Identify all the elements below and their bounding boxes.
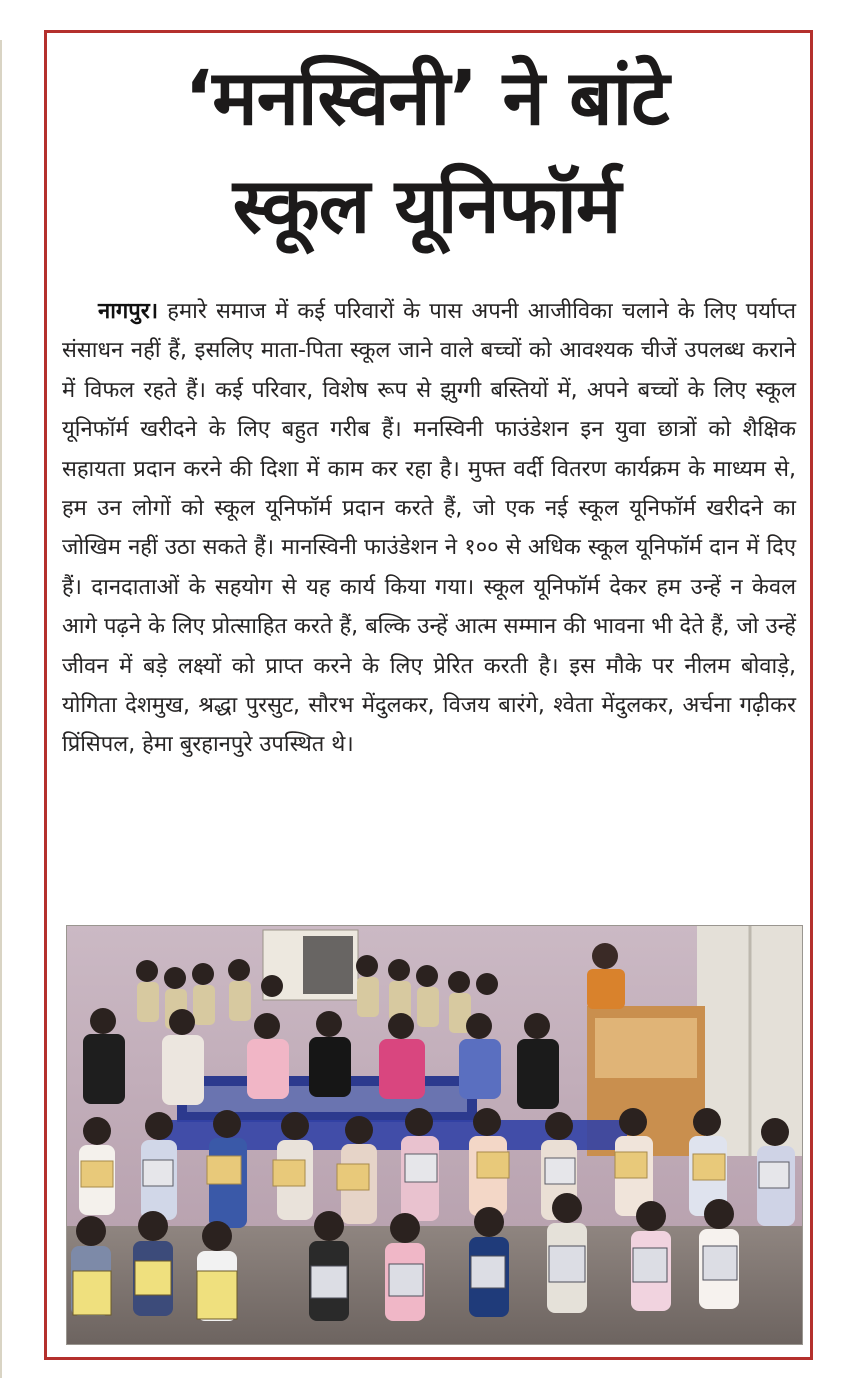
article-body [62, 292, 796, 765]
event-photo [66, 925, 803, 1345]
page-edge-line [0, 40, 2, 1378]
floor [67, 1226, 802, 1344]
headline-line-2: स्कूल यूनिफॉर्म [232, 161, 621, 250]
headline-line-1: ‘मनस्विनी’ ने बांटे [184, 53, 669, 142]
event-photo-illustration [67, 926, 802, 1344]
headline [52, 44, 801, 260]
article-dateline: नागपुर। [98, 299, 159, 324]
article-text: हमारे समाज में कई परिवारों के पास अपनी आजीविका चलाने के लिए पर्याप्त संसाधन नहीं हैं, इसलिए माता-पिता स्कूल जाने वाले बच्चों को आवश्यक चीजें उपलब्ध कराने में विफल रहते हैं। कई परिवार, विशेष रूप से झुग्गी बस्तियों में, अपने बच्चों के लिए स्कूल यूनिफॉर्म खरीदने के लिए बहुत गरीब हैं। मनस्विनी फाउंडेशन इन युवा छात्रों को शैक्षिक सहायता प्रदान करने की दिशा में काम कर रहा है। मुफ्त वर्दी वितरण कार्यक्रम के माध्यम से, हम उन लोगों को स्कूल यूनिफॉर्म प्रदान करते हैं, जो एक नई स्कूल यूनिफॉर्म खरीदने का जोखिम नहीं उठा सकते हैं। मानस्विनी फाउंडेशन ने १०० से अधिक स्कूल यूनिफॉर्म दान में दिए हैं। दानदाताओं के सहयोग से यह कार्य किया गया। स्कूल यूनिफॉर्म देकर हम उन्हें न केवल आगे पढ़ने के लिए प्रोत्साहित करते हैं, बल्कि उन्हें आत्म सम्मान की भावना भी देते हैं, जो उन्हें जीवन में बड़े लक्ष्यों को प्राप्त करने के लिए प्रेरित करती है। इस मौके पर नीलम बोवाड़े, योगिता देशमुख, श्रद्धा पुरसुट, सौरभ मेंदुलकर, विजय बारंगे, श्वेता मेंदुलकर, अर्चना गढ़ीकर प्रिंसिपल, हेमा बुरहानपुरे उपस्थित थे। [62, 299, 797, 758]
